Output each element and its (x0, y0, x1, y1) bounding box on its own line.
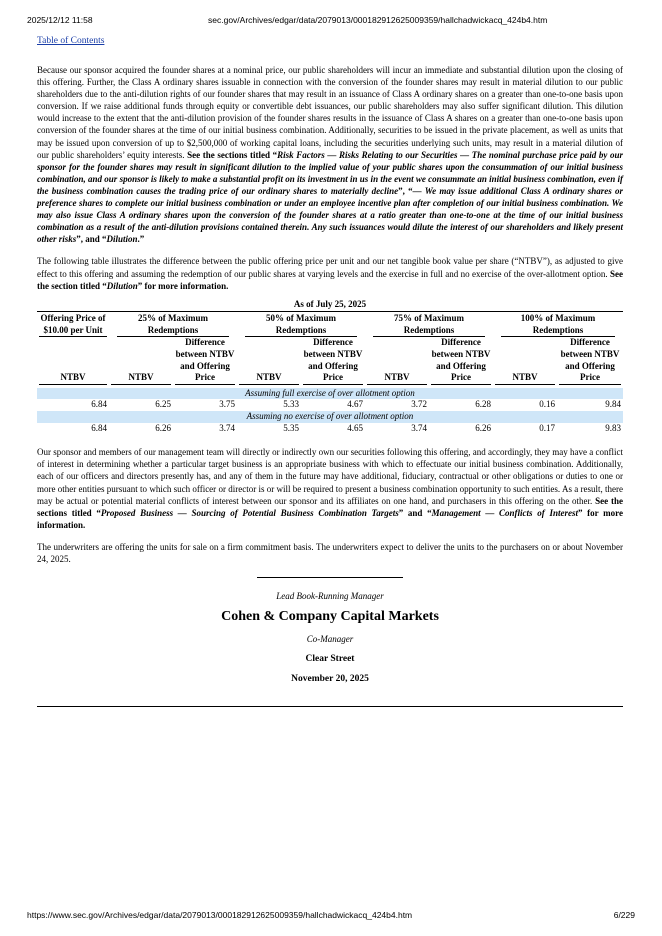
dilution-paragraph (37, 64, 623, 245)
table-cell: 9.83 (605, 422, 621, 433)
as-of-date: As of July 25, 2025 (293, 298, 367, 309)
col-ntbv: NTBV (365, 337, 429, 384)
table-cell: 5.35 (283, 422, 299, 433)
quote-sep: ”, “ (398, 185, 413, 196)
table-cell: 6.26 (475, 422, 491, 433)
dilution-ref: Dilution (106, 234, 138, 245)
short-divider (257, 577, 403, 578)
col-ntbv: NTBV (109, 337, 173, 384)
table-cell: 6.26 (155, 422, 171, 433)
col-difference: Difference between NTBV and Offering Price (173, 337, 237, 384)
section-label-full-exercise: Assuming full exercise of over allotment option (37, 388, 623, 400)
header-50-redemptions: 50% of Maximum Redemptions (237, 313, 365, 337)
print-datetime: 2025/12/12 11:58 (27, 15, 93, 25)
header-100-redemptions: 100% of Maximum Redemptions (493, 313, 623, 337)
page-divider (37, 706, 623, 707)
table-cell: 3.75 (219, 399, 235, 410)
table-cell: 9.84 (605, 399, 621, 410)
table-cell: 6.28 (475, 399, 491, 410)
table-cell: 4.67 (347, 399, 363, 410)
conflicts-paragraph (37, 446, 623, 531)
table-cell: 6.84 (91, 422, 107, 433)
dilution-section-ref: Dilution (106, 280, 138, 291)
header-offering-price: Offering Price of $10.00 per Unit (37, 313, 109, 337)
col-ntbv: NTBV (493, 337, 557, 384)
underwriters-paragraph: The underwriters are offering the units for sale on a firm commitment basis. The underwriters expect to deliver the units to the purchasers on or about November 24, 2025. (37, 541, 623, 564)
risk-factor-ref-2: — We may issue additional Class A ordinary shares or preference shares to complete our initial business combination or under an employee incentive plan after completion of our initial business combination. We may also issue Class A ordinary shares upon the conversion of the founder shares at a ratio greater than one-to-one at the time of our initial business combination as a result of the anti-dilution provisions contained therein. Any such issuances would dilute the interest of our shareholders and likely present other risks (37, 185, 624, 245)
co-manager-name: Clear Street (305, 654, 355, 665)
table-cell: 6.25 (155, 399, 171, 410)
conflicts-text: Our sponsor and members of our management team will directly or indirectly own our securities following this offering, and accordingly, they may have a conflict of interest in determining whether a particular target business is an appropriate business with which to effectuate our initial business combination. Additionally, each of our officers and directors presently has, and any of them in the future may have additional, fiduciary, contractual or other obligations or duties to one or more other entities pursuant to which such officer or director is or will be required to present a business combination opportunity to such entities. As a result, there may be actual or potential material conflicts of interest between our sponsor and its affiliates on one hand, and purchasers in this offering on the other. (37, 447, 623, 506)
prospectus-date: November 20, 2025 (291, 674, 369, 685)
table-cell: 3.72 (411, 399, 427, 410)
risk-factor-ref-1: Risk Factors — Risks Relating to our Securities — The nominal purchase price paid by our sponsor for the founder shares may result in significant dilution to the implied value of your public shares upon the consummation of our initial business combination, and our sponsor is likely to make a substantial profit on its investment in us in the event we consummate an initial business combination, even if the business combination causes the trading price of our ordinary shares to materially decline (37, 149, 624, 196)
see-sections-text: See the sections titled “ (37, 495, 623, 518)
table-of-contents-link[interactable]: Table of Contents (37, 36, 105, 46)
proposed-business-ref: Proposed Business — Sourcing of Potential Business Combination Targets (100, 507, 399, 518)
table-row (37, 423, 623, 435)
table-cell: 6.84 (91, 399, 107, 410)
ntbv-table (37, 299, 623, 435)
management-conflicts-ref: Management — Conflicts of Interest (431, 507, 578, 518)
and-text: ” and “ (398, 507, 432, 518)
and-text: ”, and “ (76, 234, 107, 245)
table-cell: 5.33 (283, 399, 299, 410)
table-cell: 0.16 (539, 399, 555, 410)
table-cell: 4.65 (347, 422, 363, 433)
page-number: 6/229 (613, 910, 635, 920)
see-section-text: See the section titled “ (37, 268, 623, 291)
col-difference: Difference between NTBV and Offering Price (557, 337, 623, 384)
lead-manager-name: Cohen & Company Capital Markets (221, 609, 439, 625)
lead-manager-label: Lead Book-Running Manager (276, 591, 384, 602)
table-row (37, 399, 623, 411)
for-more-info-text: ” for more information. (37, 507, 624, 530)
col-ntbv: NTBV (237, 337, 301, 384)
header-75-redemptions: 75% of Maximum Redemptions (365, 313, 493, 337)
print-footer (27, 910, 635, 922)
header-25-redemptions: 25% of Maximum Redemptions (109, 313, 237, 337)
table-cell: 3.74 (411, 422, 427, 433)
col-difference: Difference between NTBV and Offering Price (429, 337, 493, 384)
col-difference: Difference between NTBV and Offering Price (301, 337, 365, 384)
col-ntbv: NTBV (37, 337, 109, 384)
table-cell: 3.74 (219, 422, 235, 433)
print-header (27, 15, 635, 27)
for-more-info-text: ” for more information. (137, 280, 229, 291)
print-page-title: sec.gov/Archives/edgar/data/2079013/000182912625009359/hallchadwickacq_424b4.htm (208, 15, 548, 25)
co-manager-label: Co-Manager (306, 634, 354, 645)
table-cell: 0.17 (539, 422, 555, 433)
ntbv-intro-paragraph (37, 255, 623, 291)
close-quote: .” (137, 234, 145, 245)
ntbv-intro-text: The following table illustrates the difference between the public offering price per unit and our net tangible book value per share (“NTBV”), as adjusted to give effect to this offering and assuming the redemption of our public shares at varying levels and the exercise in full and no exercise of the over-allotment option. (37, 256, 623, 279)
section-label-no-exercise: Assuming no exercise of over allotment option (37, 411, 623, 423)
see-sections-text: See the sections titled “ (187, 149, 278, 160)
print-url: https://www.sec.gov/Archives/edgar/data/2079013/000182912625009359/hallchadwickacq_424b4.htm (27, 910, 413, 920)
document-content (37, 36, 623, 707)
dilution-text: Because our sponsor acquired the founder shares at a nominal price, our public shareholders will incur an immediate and substantial dilution upon the closing of this offering. Further, the Class A ordinary shares issuable in connection with the conversion of the founder shares may result in material dilution to our public shareholders due to the anti-dilution rights of our founder shares that may result in an issuance of Class A ordinary shares on a greater than one-to-one basis upon conversion. If we raise additional funds through equity or convertible debt issuances, our public shareholders may also suffer significant dilution. This dilution would increase to the extent that the anti-dilution provision of the founder shares results in the issuance of Class A shares on a greater than one-to-one basis upon conversion of the founder shares at the time of our initial business combination. Additionally, securities to be issued in the private placement, as well as units that may be issued upon conversion of up to $2,500,000 of working capital loans, including the securities underlying such units, may result in a material dilution of our public shareholders’ equity interests. (37, 65, 623, 160)
